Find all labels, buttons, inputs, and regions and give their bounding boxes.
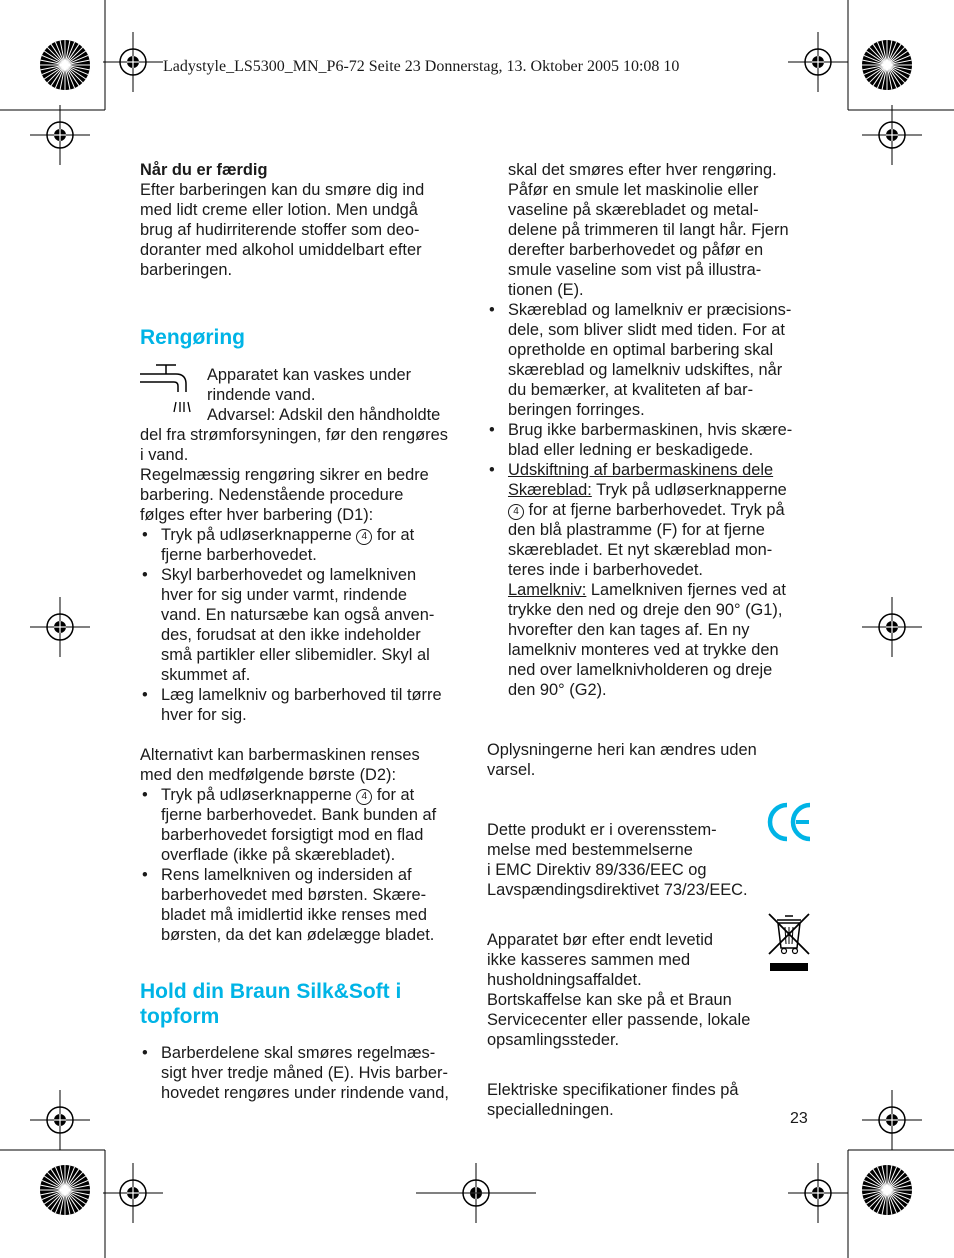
starburst-mark-icon [40, 1165, 90, 1215]
starburst-mark-icon [40, 40, 90, 90]
button-number-badge: 4 [356, 529, 372, 545]
list-item: • Læg lamelkniv og barberhoved til tørre hver for sig. [140, 685, 475, 725]
registration-mark-icon [862, 597, 922, 657]
list-item: • Udskiftning af barbermaskinens dele Skæreblad: Tryk på udløserknapperne 4 for at fjerne barberhovedet. Tryk på den blå plastramme (F) for at fjerne skærebladet. Et nyt skæreblad mon- teres inde i barberhovedet. Lamelkniv: Lamelkniven fjernes ved at trykke den ned og dreje den 90° (G1), hvorefter den kan tages af. En ny lamelkniv monteres ved at trykke den ned over lamelknivholderen og dreje den 90° (G2). [487, 460, 822, 700]
list-item: • Tryk på udløserknapperne 4 for at fjerne barberhovedet. Bank bunden af barberhovedet forsigtigt mod en flad overflade (ikke på skærebladet). [140, 785, 475, 865]
topform-heading: Hold din Braun Silk&Soft i topform [140, 980, 402, 1028]
list-item: • Skæreblad og lamelkniv er præcisions- dele, som bliver slidt med tiden. For at opretholde en optimal barbering skal skæreblad og lamelkniv udskiftes, når du bemærker, at kvaliteten af bar- beringen forringes. [487, 300, 822, 420]
left-column: Når du er færdig Efter barberingen kan du smøre dig ind med lidt creme eller lotion. Men undgå brug af hudirriterende stoffer som deo- doranter med alkohol umiddelbart efter barberingen. Rengøring Apparatet kan vaskes under rindende vand. Advarsel: Adskil den håndholdte del fra strømforsyningen, før den rengøres i vand. Regelmæssig rengøring sikrer en bedre barbering. Nedenstående procedure følges efter hver barbering (D1): • Tryk på udløserknapperne 4 for at fjerne barberhovedet. • Skyl barberhovedet og lamelkniven hver for sig under varmt, rindende vand. En natursæbe kan også anven- des, forudsat at den ikke indeholder små partikler eller slibemidler. Skyl al skummet af. • Læg lamelkniv og barberhoved til tørre hver for sig. Alternativt kan barbermaskinen renses med den medfølgende børste (D2): • Tryk på udløserknapperne 4 for at fjerne barberhovedet. Bank bunden af barberhovedet forsigtigt mod en flad overflade (ikke på skærebladet). • Rens lamelkniven og indersiden af barberhovedet med børsten. Skære- bladet må imidlertid ikke renses med børsten, da det kan ødelægge bladet. Hold din Braun Silk&Soft i topform • Barberdelene skal smøres regelmæs- sigt hver tredje måned (E). Hvis barber- hovedet rengøres under rindende vand, [140, 160, 475, 1103]
crossed-bin-icon [765, 910, 813, 974]
registration-mark-icon [103, 1163, 163, 1223]
registration-mark-icon [103, 32, 163, 92]
starburst-mark-icon [862, 40, 912, 90]
registration-mark-icon [788, 1163, 848, 1223]
brush-steps-list [140, 785, 475, 945]
list-item: • Rens lamelkniven og indersiden af barberhovedet med børsten. Skære- bladet må imidlertid ikke renses med børsten, da det kan ødelægge bladet. [140, 865, 475, 945]
list-item: • Tryk på udløserknapperne 4 for at fjerne barberhovedet. [140, 525, 475, 565]
cleaning-steps-list [140, 525, 475, 725]
replacement-heading: Udskiftning af barbermaskinens dele [508, 461, 774, 479]
page-number: 23 [790, 1110, 808, 1127]
maintenance-list [487, 300, 822, 700]
registration-mark-icon [30, 597, 90, 657]
button-number-badge: 4 [356, 789, 372, 805]
ce-mark-icon [765, 800, 813, 844]
list-item: • Brug ikke barbermaskinen, hvis skære- blad eller ledning er beskadigede. [487, 420, 822, 460]
done-heading: Når du er færdig [140, 161, 268, 179]
button-number-badge: 4 [508, 504, 524, 520]
registration-mark-icon [30, 1090, 90, 1150]
registration-mark-icon [788, 32, 848, 92]
registration-mark-icon [30, 105, 90, 165]
cutter-label: Lamelkniv: [508, 581, 587, 599]
starburst-mark-icon [862, 1165, 912, 1215]
right-column: skal det smøres efter hver rengøring. Påfør en smule let maskinolie eller vaseline på skærebladet og metal- delene på trimmeren til langt hår. Fjern derefter barberhovedet og påfør en smule vaseline som vist på illustra- tionen (E). • Skæreblad og lamelkniv er præcisions- dele, som bliver slidt med tiden. For at opretholde en optimal barbering skal skæreblad og lamelkniv udskiftes, når du bemærker, at kvaliteten af bar- beringen forringes. • Brug ikke barbermaskinen, hvis skære- blad eller ledning er beskadigede. • Udskiftning af barbermaskinens dele Skæreblad: Tryk på udløserknapperne 4 for at fjerne barberhovedet. Tryk på den blå plastramme (F) for at fjerne skærebladet. Et nyt skæreblad mon- teres inde i barberhovedet. Lamelkniv: Lamelkniven fjernes ved at trykke den ned og dreje den 90° (G1), hvorefter den kan tages af. En ny lamelkniv monteres ved at trykke den ned over lamelknivholderen og dreje den 90° (G2). Oplysningerne heri kan ændres uden varsel. Dette produkt er i overensstem- melse med bestemmelserne i EMC Direktiv 89/336/EEC og Lavspændingsdirektivet 73/23/EEC. Apparatet bør efter endt levetid ikke kasseres sammen med husholdningsaffaldet. Bortskaffelse kan ske på et Braun Servicecenter eller passende, lokale opsamlingssteder. Elektriske specifikationer findes på specialledningen. [487, 160, 822, 1120]
list-item: • Skyl barberhovedet og lamelkniven hver for sig under varmt, rindende vand. En natursæbe kan også anven- des, forudsat at den ikke indeholder små partikler eller slibemidler. Skyl al skummet af. [140, 565, 475, 685]
lubrication-list [140, 1043, 475, 1103]
foil-label: Skæreblad: [508, 481, 592, 499]
wash-text: Apparatet kan vaskes under rindende vand. Advarsel: Adskil den håndholdte [207, 366, 441, 424]
tap-icon [138, 362, 194, 416]
registration-mark-icon [862, 105, 922, 165]
cleaning-heading: Rengøring [140, 326, 245, 349]
list-item: • Barberdelene skal smøres regelmæs- sigt hver tredje måned (E). Hvis barber- hovedet rengøres under rindende vand, [140, 1043, 475, 1103]
registration-mark-icon [862, 1090, 922, 1150]
print-header: Ladystyle_LS5300_MN_P6-72 Seite 23 Donnerstag, 13. Oktober 2005 10:08 10 [163, 58, 680, 75]
